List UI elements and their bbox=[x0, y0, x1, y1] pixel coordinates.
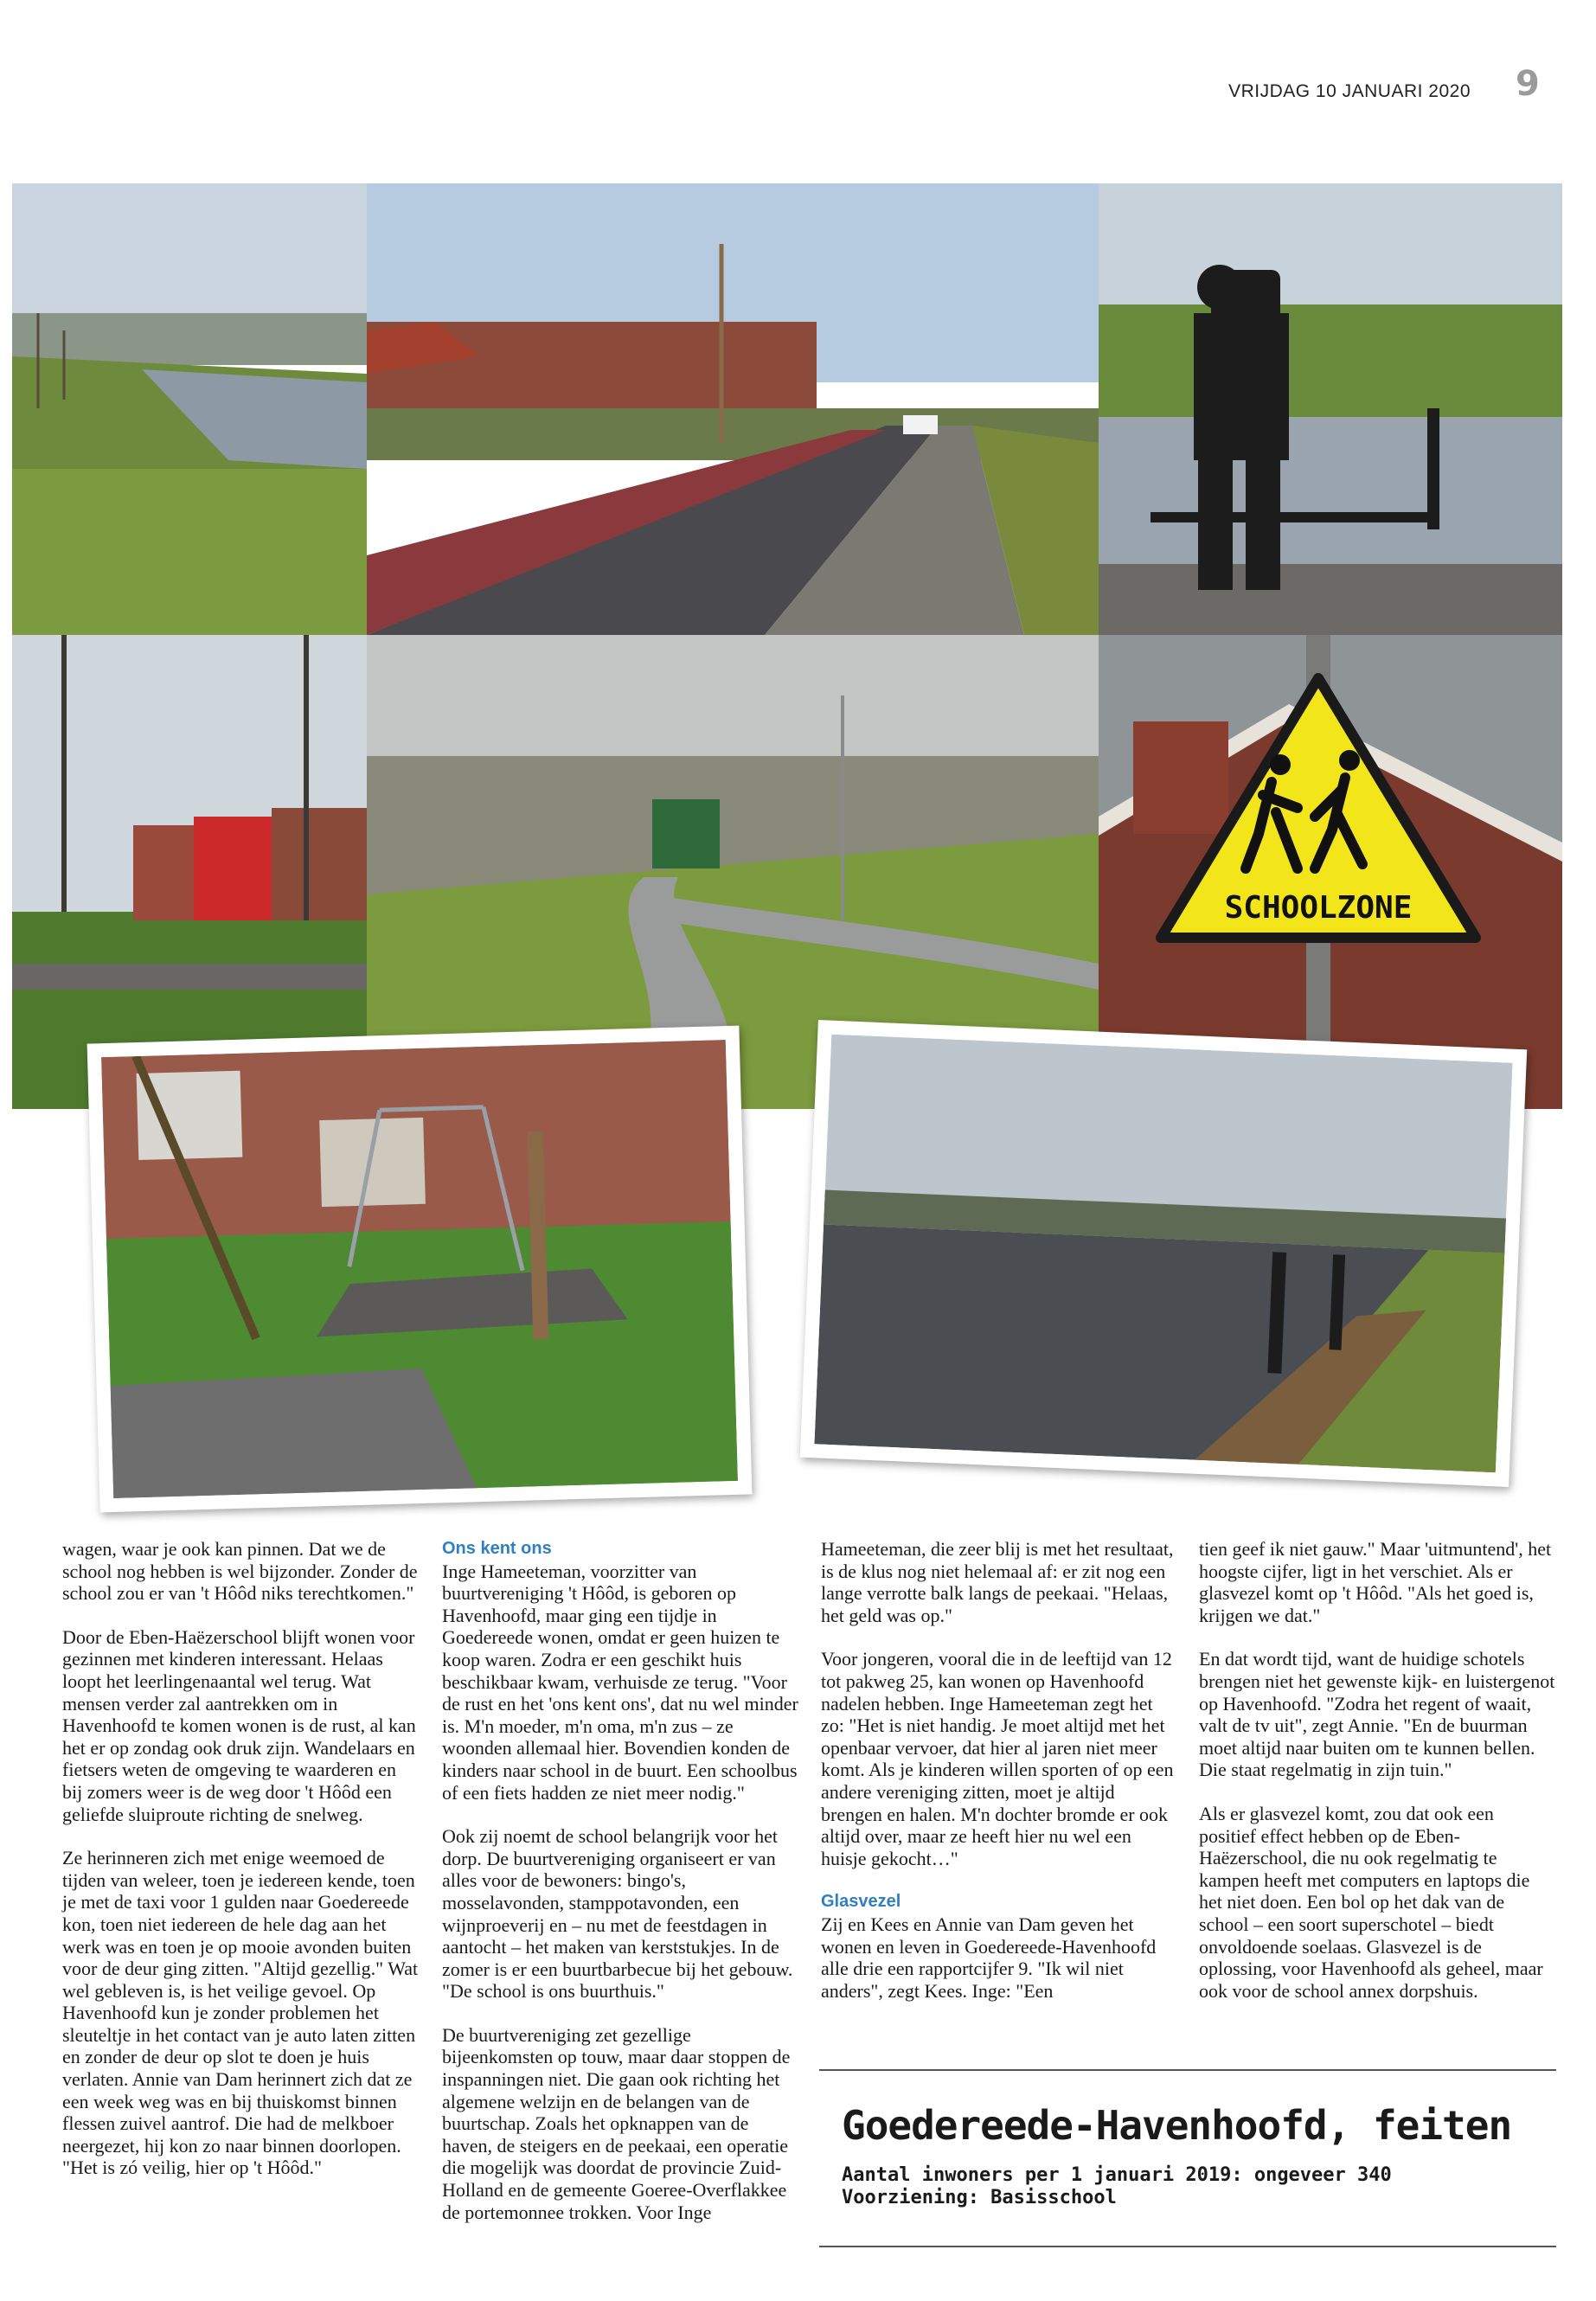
article-paragraph: Door de Eben-Haëzerschool blijft wonen voor gezinnen met kinderen interessant. Helaas loopt het leerlingenaantal wel terug. Wat mensen verder zal aantrekken om in Havenhoofd te komen wonen is de rust, al kan het er op zondag ook druk zijn. Wandelaars en fietsers weten de omgeving te waarderen en bij zomers weer is de weg door 't Hôôd een geliefde sluiproute richting de snelweg. bbox=[62, 1625, 416, 1825]
subheading-glasvezel: Glasvezel bbox=[821, 1892, 901, 1912]
article-paragraph: wagen, waar je ook kan pinnen. Dat we de school nog hebben is wel bijzonder. Zonder de school zou er van 't Hôôd niks terechtkomen." bbox=[62, 1538, 418, 1605]
schoolzone-sign-text: SCHOOLZONE bbox=[1224, 890, 1413, 926]
article-paragraph: Zij en Kees en Annie van Dam geven het wonen en leven in Goedereede-Havenhoofd alle drie een rapportcijfer 9. "Ik wil niet anders", zegt Kees. Inge: "Een bbox=[821, 1913, 1157, 2002]
article-paragraph: Inge Hameeteman, voorzitter van buurtvereniging 't Hôôd, is geboren op Havenhoofd, maar ging een tijdje in Goedereede wonen, omdat er geen huizen te koop waren. Zodra er een geschikt huis beschikbaar kwam, verhuisde ze terug. "Voor de rust en het 'ons kent ons', dat nu wel minder is. M'n moeder, m'n oma, m'n zus – ze woonden allemaal hier. Bovendien konden de kinders naar school in de buurt. Een schoolbus of een fiets hadden ze niet meer nodig." bbox=[442, 1560, 798, 1804]
facts-facility: Voorziening: Basisschool bbox=[842, 2187, 1117, 2208]
facts-title: Goedereede-Havenhoofd, feiten bbox=[842, 2102, 1512, 2149]
article-paragraph: tien geef ik niet gauw." Maar 'uitmuntend', het hoogste cijfer, ligt in het verschiet. Als er glasvezel komt op 't Hôôd. "Als het goed is, krijgen we dat." bbox=[1199, 1538, 1552, 1626]
photo-canal-jetty bbox=[800, 1020, 1527, 1487]
article-paragraph: Voor jongeren, vooral die in de leeftijd van 12 tot pakweg 25, kan wonen op Havenhoofd nadelen hebben. Inge Hameeteman zegt het zo: "Het is niet handig. Je moet altijd met het openbaar vervoer, dat hier al jaren niet meer komt. Als je kinderen willen sporten of op een andere vereniging zitten, moet je altijd brengen en halen. M'n dochter bromde er ook altijd over, maar ze heeft hier nu wel een huisje gekocht…" bbox=[821, 1648, 1174, 1869]
article-column-1 bbox=[62, 1538, 419, 2201]
facts-residents: Aantal inwoners per 1 januari 2019: ongeveer 340 bbox=[842, 2164, 1392, 2186]
article-paragraph: Als er glasvezel komt, zou dat ook een positief effect hebben op de Eben-Haëzerschool, die nu ook regelmatig te kampen heeft met computers en laptops die het niet doen. Een bol op het dak van de school – een soort superschotel – biedt onvoldoende soelaas. Glasvezel is de oplossing, voor Havenhoofd als geheel, maar ook voor de school annex dorpshuis. bbox=[1199, 1802, 1543, 2002]
photo-fisherman-statue bbox=[1099, 183, 1562, 635]
photo-playground bbox=[87, 1026, 753, 1513]
article-paragraph: En dat wordt tijd, want de huidige schotels brengen niet het gewenste kijk- en luistergenot op Havenhoofd. "Zodra het regent of waait, valt de tv uit", zegt Annie. "En de buurman moet altijd naar buiten om te kunnen bellen. Die staat regelmatig in zijn tuin." bbox=[1199, 1648, 1555, 1781]
subheading-ons-kent-ons: Ons kent ons bbox=[442, 1539, 552, 1558]
article-column-4 bbox=[1199, 1538, 1555, 2023]
page-number: 9 bbox=[1516, 64, 1540, 104]
article-paragraph: Ook zij noemt de school belangrijk voor het dorp. De buurtvereniging organiseert er van alles voor de bewoners: bingo's, mosselavonden, stamppotavonden, een wijnproeverij en – nu met de feestdagen in aantocht – het maken van kerststukjes. In de zomer is er een buurtbarbecue bij het gebouw. "De school is ons buurthuis." bbox=[442, 1825, 793, 2003]
article-paragraph: Ze herinneren zich met enige weemoed de tijden van weleer, toen je iedereen kende, toen je met de taxi voor 1 gulden naar Goedereede kon, toen niet iedereen de hele dag aan het werk was en toen je op mooie avonden buiten voor de deur ging zitten. "Altijd gezellig." Wat wel gebleven is, is het veilige gevoel. Op Havenhoofd kun je zonder problemen het sleuteltje in het contact van je auto laten zitten en zonder de deur op slot te doen je huis verlaten. Annie van Dam herinnert zich dat ze een week weg was en bij thuiskomst binnen flessen zuivel aantrof. Die had de melkboer neergezet, hij kon zo naar binnen doorlopen. "Het is zó veilig, hier op 't Hôôd." bbox=[62, 1847, 419, 2179]
article-column-2 bbox=[442, 1538, 798, 2245]
photo-road-houses bbox=[367, 183, 1099, 635]
article-paragraph: De buurtvereniging zet gezellige bijeenkomsten op touw, maar daar stoppen de inspanningen niet. Die gaan ook richting het algemene welzijn en de belangen van de buurtschap. Zoals het opknappen van de haven, de steigers en de peekaai, een operatie die mogelijk was doordat de provincie Zuid-Holland en de gemeente Goeree-Overflakkee de portemonnee trokken. Voor Inge bbox=[442, 2023, 791, 2223]
article-column-3 bbox=[821, 1538, 1177, 2023]
article-paragraph: Hameeteman, die zeer blij is met het resultaat, is de klus nog niet helemaal af: er zit nog een lange verrotte balk langs de peekaai. "Helaas, het geld was op." bbox=[821, 1538, 1174, 1626]
issue-date: VRIJDAG 10 JANUARI 2020 bbox=[1228, 81, 1471, 101]
photo-canal-landscape bbox=[12, 183, 367, 635]
facts-box bbox=[819, 2069, 1556, 2247]
